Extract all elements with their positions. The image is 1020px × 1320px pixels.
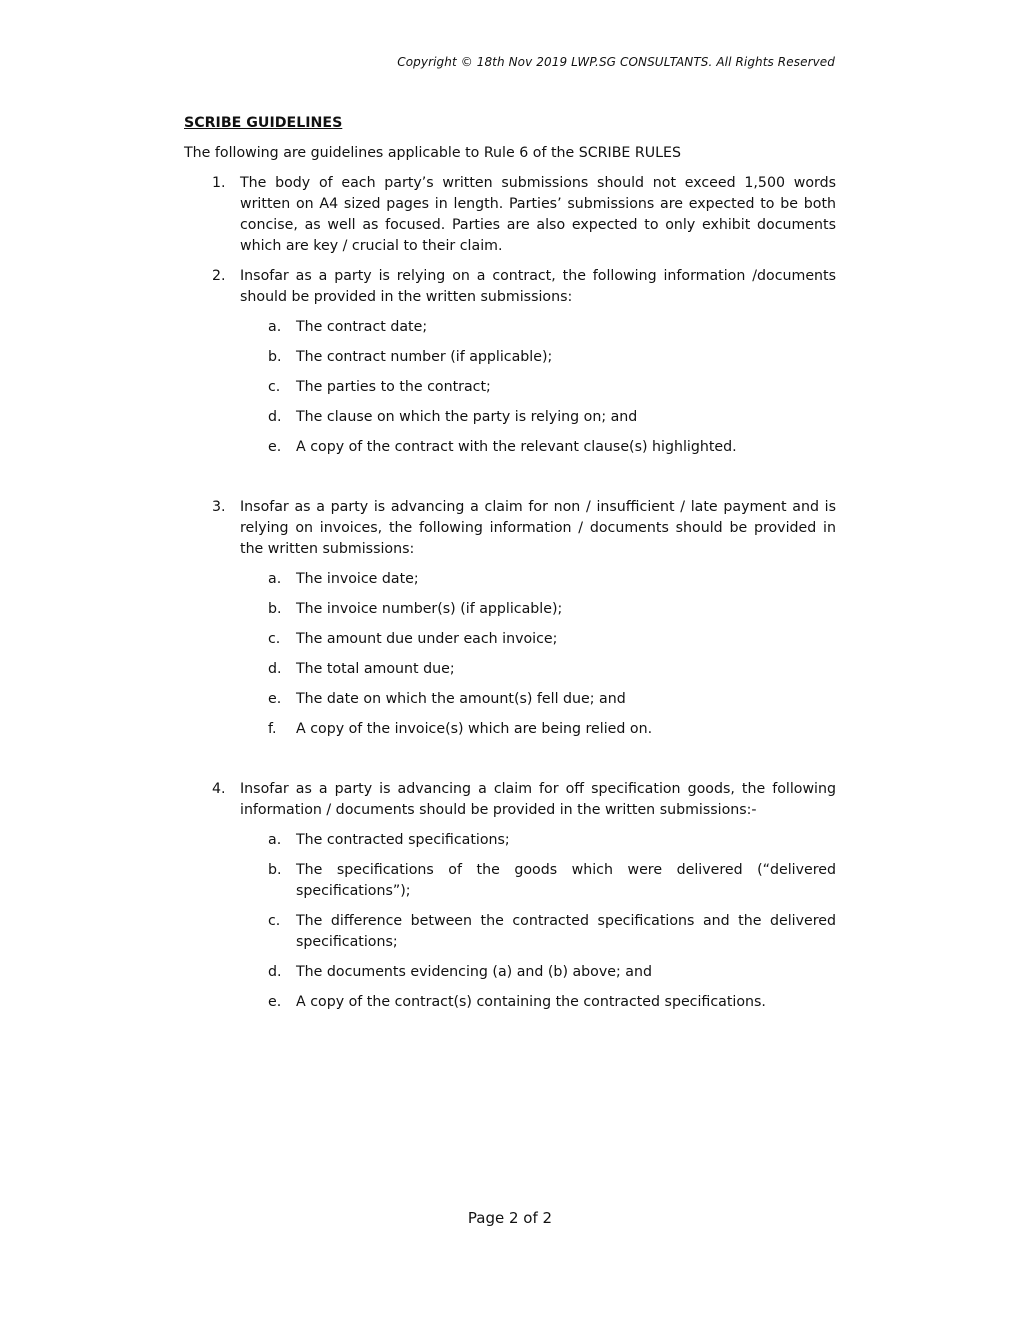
section-heading: SCRIBE GUIDELINES (184, 115, 343, 131)
sub-item-letter: d. (268, 661, 282, 677)
guideline-text: Insofar as a party is advancing a claim for off specification goods, the following information / documents should be provided in the written submissions:- (240, 781, 836, 818)
sub-item-text: The contracted specifications; (296, 832, 510, 848)
intro-paragraph: The following are guidelines applicable to Rule 6 of the SCRIBE RULES (184, 145, 682, 161)
sub-item-text: A copy of the contract with the relevant clause(s) highlighted. (296, 439, 737, 455)
sub-item-letter: a. (268, 319, 282, 335)
sub-item-letter: e. (268, 439, 282, 455)
sub-item (240, 992, 836, 1013)
sub-item-letter: b. (268, 862, 282, 878)
sub-item-text: The amount due under each invoice; (296, 631, 558, 647)
guideline-body (240, 173, 836, 257)
sub-item-letter: c. (268, 913, 281, 929)
guideline-number-label: 4. (212, 781, 226, 797)
sub-item (240, 830, 836, 851)
sub-item-letter: b. (268, 601, 282, 617)
sub-item (240, 659, 836, 680)
document-content (184, 113, 836, 1022)
page-number: Page 2 of 2 (467, 1209, 553, 1227)
sub-item-letter: e. (268, 691, 282, 707)
sub-item-text: A copy of the invoice(s) which are being relied on. (296, 721, 653, 737)
guideline-number-label: 2. (212, 268, 226, 284)
sub-item-text: A copy of the contract(s) containing the contracted specifications. (296, 994, 766, 1010)
guideline-number (184, 497, 240, 740)
guideline-text: Insofar as a party is advancing a claim for non / insufficient / late payment and is relying on invoices, the following information / documents should be provided in the written submissions: (240, 499, 836, 557)
sub-item-text: The contract number (if applicable); (296, 349, 553, 365)
guideline-item (184, 266, 836, 458)
guideline-body (240, 266, 836, 458)
guideline-item (184, 497, 836, 740)
sub-item (240, 599, 836, 620)
guideline-text: Insofar as a party is relying on a contract, the following information /documents should be provided in the written submissions: (240, 268, 836, 305)
sub-item-text: The parties to the contract; (296, 379, 491, 395)
section-spacer (184, 467, 836, 497)
guideline-number (184, 779, 240, 1013)
sub-item-text: The date on which the amount(s) fell due; and (296, 691, 626, 707)
guideline-list (184, 173, 836, 1013)
sub-item-text: The documents evidencing (a) and (b) above; and (296, 964, 652, 980)
sub-item-text: The specifications of the goods which were delivered (“delivered specifications”); (296, 862, 836, 899)
sub-item-letter: a. (268, 571, 282, 587)
sub-item-letter: c. (268, 631, 281, 647)
guideline-item (184, 173, 836, 257)
sub-item-text: The clause on which the party is relying on; and (296, 409, 638, 425)
guideline-body (240, 497, 836, 740)
sub-item-letter: c. (268, 379, 281, 395)
copyright-notice: Copyright © 18th Nov 2019 LWP.SG CONSULTANTS. All Rights Reserved (397, 55, 835, 69)
guideline-number-label: 1. (212, 175, 226, 191)
sub-item (240, 569, 836, 590)
sub-item-letter: d. (268, 409, 282, 425)
guideline-number (184, 266, 240, 458)
guideline-number-label: 3. (212, 499, 226, 515)
sub-item-letter: e. (268, 994, 282, 1010)
guideline-number (184, 173, 240, 257)
sub-item (240, 347, 836, 368)
sub-item-letter: f. (268, 721, 277, 737)
sub-item (240, 860, 836, 902)
sub-item-letter: d. (268, 964, 282, 980)
sub-item (240, 629, 836, 650)
sub-item-letter: b. (268, 349, 282, 365)
guideline-text: The body of each party’s written submissions should not exceed 1,500 words written on A4 sized pages in length. Parties’ submissions are expected to be both concise, as well as focused. Parties are also expected to only exhibit documents which are key / crucial to their claim. (240, 175, 836, 254)
sub-item-text: The contract date; (296, 319, 428, 335)
guideline-item (184, 779, 836, 1013)
sub-item-text: The invoice number(s) (if applicable); (296, 601, 563, 617)
guideline-body (240, 779, 836, 1013)
sub-item (240, 377, 836, 398)
sub-item (240, 689, 836, 710)
sub-item (240, 911, 836, 953)
section-spacer (184, 749, 836, 779)
sub-item (240, 437, 836, 458)
sub-item-letter: a. (268, 832, 282, 848)
sub-item (240, 719, 836, 740)
sub-item-text: The difference between the contracted specifications and the delivered specifications; (296, 913, 836, 950)
sub-item-text: The invoice date; (296, 571, 419, 587)
sub-item-text: The total amount due; (296, 661, 455, 677)
sub-item (240, 317, 836, 338)
sub-item (240, 962, 836, 983)
sub-item (240, 407, 836, 428)
